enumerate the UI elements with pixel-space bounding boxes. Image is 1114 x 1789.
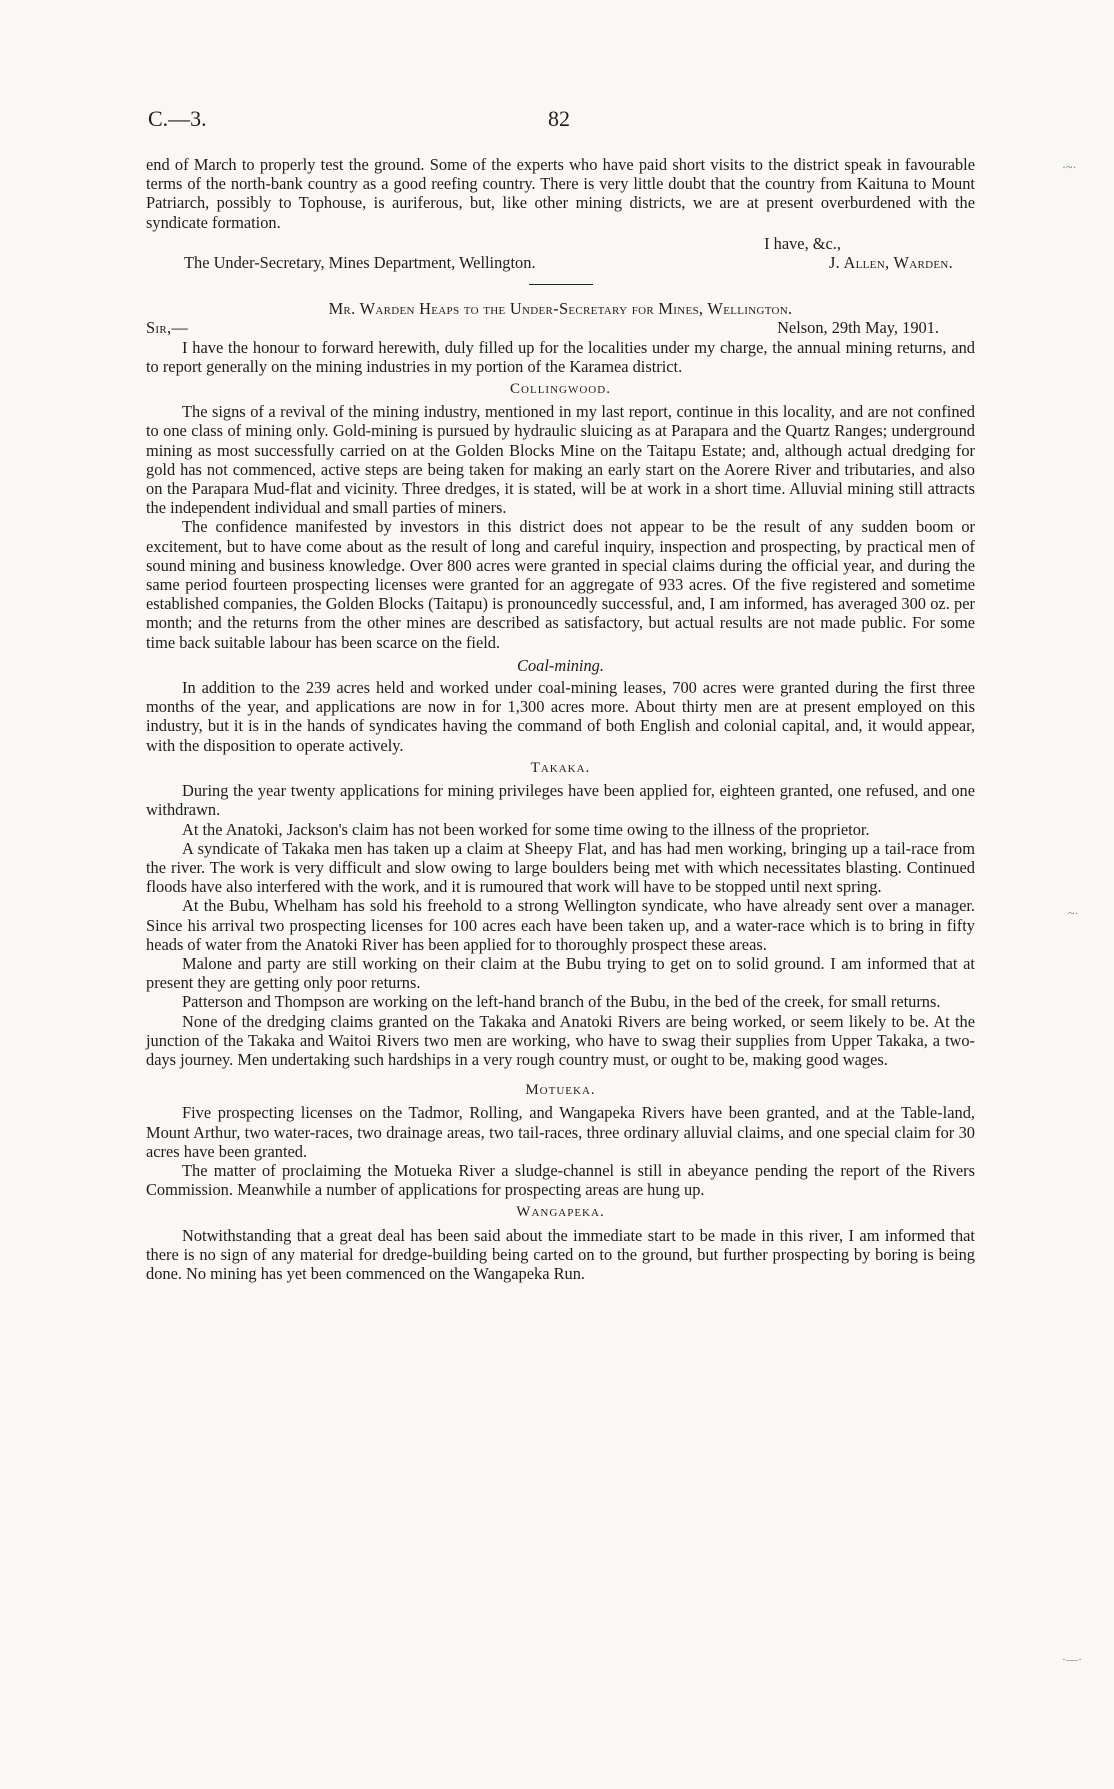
paragraph: During the year twenty applications for mining privileges have been applied for, eighteen granted, one refused, and one withdrawn. xyxy=(146,781,975,820)
margin-mark: ~· xyxy=(1068,906,1079,920)
signature: J. Allen, Warden. xyxy=(828,253,953,273)
paragraph: In addition to the 239 acres held and worked under coal-mining leases, 700 acres were granted during the first three months of the year, and applications are now in for 1,300 acres more. About thirty men are at present employed on this industry, but it is in the hands of syndicates having the command of both English and colonial capital, and, it would appear, with the disposition to operate actively. xyxy=(146,678,975,755)
dateline: Nelson, 29th May, 1901. xyxy=(777,318,939,338)
paragraph: Notwithstanding that a great deal has been said about the immediate start to be made in this river, I am informed that there is no sign of any material for dredge-building being carted on to the ground, but further prospecting by boring is being done. No mining has yet been commenced on the Wangapeka Run. xyxy=(146,1225,975,1283)
paragraph: At the Anatoki, Jackson's claim has not been worked for some time owing to the illness of the proprietor. xyxy=(182,819,870,839)
heading-coal-mining: Coal-mining. xyxy=(517,655,604,675)
paragraph: A syndicate of Takaka men has taken up a claim at Sheepy Flat, and has had men working, bringing up a tail-race from the river. The work is very difficult and slow owing to large boulders being met with which necessitates blasting. Continued floods have also interfered with the work, and it is rumoured that work will have to be stopped until next spring. xyxy=(146,838,975,897)
report-reference: C.—3. xyxy=(148,106,207,131)
heading-motueka: Motueka. xyxy=(525,1082,596,1099)
letter-title: Mr. Warden Heaps to the Under-Secretary for Mines, Wellington. xyxy=(328,299,793,319)
margin-mark: ·~· xyxy=(1062,160,1077,174)
continuation-paragraph: end of March to properly test the ground. Some of the experts who have paid short visits to the district speak in favourable terms of the north-bank country as a good reefing country. There is very little doubt that the country from Kaituna to Mount Patriarch, possibly to Tophouse, is auriferous, but, like other mining districts, we are at present overburdened with the syndicate formation. xyxy=(146,155,975,232)
paragraph: Five prospecting licenses on the Tadmor, Rolling, and Wangapeka Rivers have been granted, and at the Table-land, Mount Arthur, two water-races, two drainage areas, two tail-races, three ordinary alluvial claims, and one special claim for 30 acres have been granted. xyxy=(146,1103,975,1161)
paragraph: The signs of a revival of the mining industry, mentioned in my last report, continue in this locality, and are not confined to one class of mining only. Gold-mining is pursued by hydraulic sluicing as at Parapara and the Quartz Ranges; underground mining as most successfully carried on at the Golden Blocks Mine on the Taitapu Estate; and, although actual dredging for gold has not commenced, active steps are being taken for making an early start on the Aorere River and tributaries, and also on the Parapara Mud-flat and vicinity. Three dredges, it is stated, will be at work in a short time. Alluvial mining still attracts the independent individual and small parties of miners. xyxy=(146,402,975,518)
closing-phrase: I have, &c., xyxy=(764,233,841,253)
salutation-line xyxy=(146,318,975,337)
paragraph: Malone and party are still working on their claim at the Bubu trying to get on to solid ground. I am informed that at present they are getting only poor returns. xyxy=(146,953,975,993)
section-divider xyxy=(529,284,593,285)
paragraph: Patterson and Thompson are working on the left-hand branch of the Bubu, in the bed of the creek, for small returns. xyxy=(182,992,941,1012)
page-number: 82 xyxy=(548,106,570,131)
margin-mark: ·—· xyxy=(1062,1652,1082,1666)
heading-wangapeka: Wangapeka. xyxy=(516,1204,605,1221)
addressee: The Under-Secretary, Mines Department, Wellington. xyxy=(184,253,536,273)
salutation: Sir,— xyxy=(146,318,189,338)
body-text xyxy=(146,155,975,1283)
closing-line xyxy=(146,253,975,272)
intro-paragraph: I have the honour to forward herewith, duly filled up for the localities under my charge, the annual mining returns, and to report generally on the mining industries in my portion of the Karamea district. xyxy=(146,337,975,376)
paragraph: The confidence manifested by investors in this district does not appear to be the result of any sudden boom or excitement, but to have come about as the result of long and careful inquiry, inspection and prospecting, by practical men of sound mining and business knowledge. Over 800 acres were granted in special claims during the official year, and during the same period fourteen prospecting licenses were granted for an aggregate of 933 acres. Of the five registered and sometime established companies, the Golden Blocks (Taitapu) is pronouncedly successful, and, I am informed, has averaged 300 oz. per month; and the returns from the other mines are described as satisfactory, but actual results are not made public. For some time back suitable labour has been scarce on the field. xyxy=(146,517,975,652)
paragraph: None of the dredging claims granted on the Takaka and Anatoki Rivers are being worked, or seem likely to be. At the junction of the Takaka and Waitoi Rivers two men are working, who have to swag their supplies from Upper Takaka, a two-days journey. Men undertaking such hardships in a very rough country must, or ought to be, making good wages. xyxy=(146,1011,975,1069)
paragraph: At the Bubu, Whelham has sold his freehold to a strong Wellington syndicate, who have already sent over a manager. Since his arrival two prospecting licenses for 100 acres each have been taken up, and a water-race which is to bring in fifty heads of water from the Anatoki River has been applied for to thoroughly prospect these areas. xyxy=(146,896,975,954)
paragraph: The matter of proclaiming the Motueka River a sludge-channel is still in abeyance pending the report of the Rivers Commission. Meanwhile a number of applications for prospecting areas are hung up. xyxy=(146,1160,975,1200)
heading-takaka: Takaka. xyxy=(530,759,591,776)
heading-collingwood: Collingwood. xyxy=(510,381,611,398)
